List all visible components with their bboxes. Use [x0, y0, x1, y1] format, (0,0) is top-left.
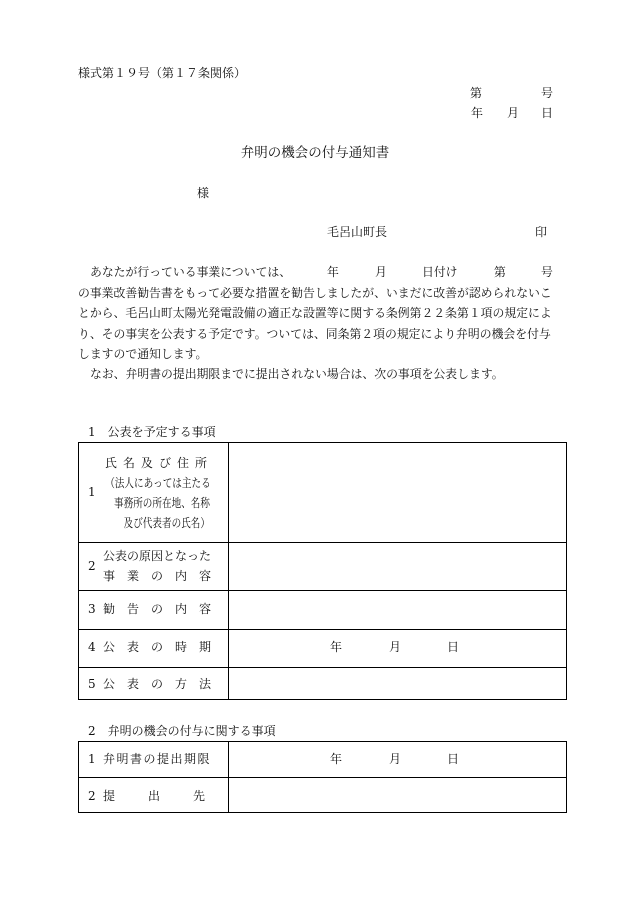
row-label-line: 事 業 の 内 容	[103, 569, 212, 583]
date-year-label: 年	[330, 640, 343, 654]
table-row	[79, 629, 566, 667]
row-label-cell	[79, 630, 229, 667]
row-number: 5	[88, 677, 96, 691]
row-label: 公 表 の 方 法	[103, 677, 212, 691]
section1-table	[78, 442, 567, 700]
row-label: 弁明書の提出期限	[103, 752, 212, 766]
submission-destination-field	[229, 778, 566, 812]
table-row	[79, 667, 566, 699]
row-label-line: 公表の原因となった	[103, 549, 212, 563]
body-line-1-day: 日付け	[422, 265, 458, 279]
row-label-cell	[79, 591, 229, 629]
body-line-4: り、その事実を公表する予定です。ついては、同条第２項の規定により弁明の機会を付与	[78, 327, 551, 341]
name-address-field	[229, 443, 566, 542]
row-label-line: 氏 名 及 び 住 所	[105, 456, 207, 470]
section2-table	[78, 741, 567, 813]
date-day-label: 日	[447, 640, 460, 654]
row-label-cell	[79, 543, 229, 590]
row-label: 提 出 先	[103, 789, 209, 803]
body-line-2: の事業改善勧告書をもって必要な措置を勧告しましたが、いまだに改善が認められないこ	[78, 286, 552, 300]
section2-heading: 2 弁明の機会の付与に関する事項	[88, 724, 276, 738]
issue-date-year: 年	[471, 106, 484, 120]
row-number: 4	[88, 640, 96, 654]
recommendation-content-field	[229, 591, 566, 629]
body-line-5: しますので通知します。	[78, 347, 208, 361]
body-line-1-text: あなたが行っている事業については、	[90, 265, 292, 279]
table-row	[79, 742, 566, 777]
table-row	[79, 777, 566, 812]
row-label: 勧 告 の 内 容	[103, 602, 212, 616]
section1-heading: 1 公表を予定する事項	[88, 425, 216, 439]
body-line-3: とから、毛呂山町太陽光発電設備の適正な設置等に関する条例第２２条第１項の規定によ	[78, 306, 552, 320]
date-month-label: 月	[389, 640, 402, 654]
submission-deadline-field	[229, 742, 566, 777]
publication-date-field	[229, 630, 566, 667]
body-note: なお、弁明書の提出期限までに提出されない場合は、次の事項を公表します。	[90, 367, 504, 381]
body-line-1-month: 月	[375, 265, 387, 279]
date-month-label: 月	[389, 752, 402, 766]
business-content-field	[229, 543, 566, 590]
row-number: 3	[88, 602, 96, 616]
body-line-1-number-suffix: 号	[541, 265, 553, 279]
date-year-label: 年	[330, 752, 343, 766]
row-label-cell	[79, 778, 229, 812]
document-number-suffix: 号	[541, 86, 554, 100]
table-row	[79, 443, 566, 542]
seal-mark: 印	[535, 225, 548, 239]
row-number: 2	[88, 559, 96, 573]
publication-method-field	[229, 668, 566, 699]
row-number: 2	[88, 789, 96, 803]
row-label-cell	[79, 668, 229, 699]
row-label-line: 事務所の所在地、名称	[113, 496, 210, 510]
row-label-line: 及び代表者の氏名）	[123, 516, 210, 530]
row-label-cell	[79, 443, 229, 542]
form-number: 様式第１９号（第１７条関係）	[78, 66, 247, 80]
body-line-1-number-prefix: 第	[494, 265, 506, 279]
row-number: 1	[88, 752, 96, 766]
document-number-prefix: 第	[470, 86, 483, 100]
table-row	[79, 590, 566, 629]
sender-name: 毛呂山町長	[327, 225, 388, 239]
document-title: 弁明の機会の付与通知書	[240, 145, 390, 161]
table-row	[79, 542, 566, 590]
addressee-suffix: 様	[197, 186, 210, 200]
row-label: 公 表 の 時 期	[103, 640, 212, 654]
row-label-cell	[79, 742, 229, 777]
date-day-label: 日	[447, 752, 460, 766]
body-line-1-year: 年	[327, 265, 339, 279]
issue-date-day: 日	[541, 106, 554, 120]
row-number: 1	[88, 485, 96, 499]
issue-date-month: 月	[507, 106, 520, 120]
row-label-line: （法人にあっては主たる	[105, 476, 211, 490]
